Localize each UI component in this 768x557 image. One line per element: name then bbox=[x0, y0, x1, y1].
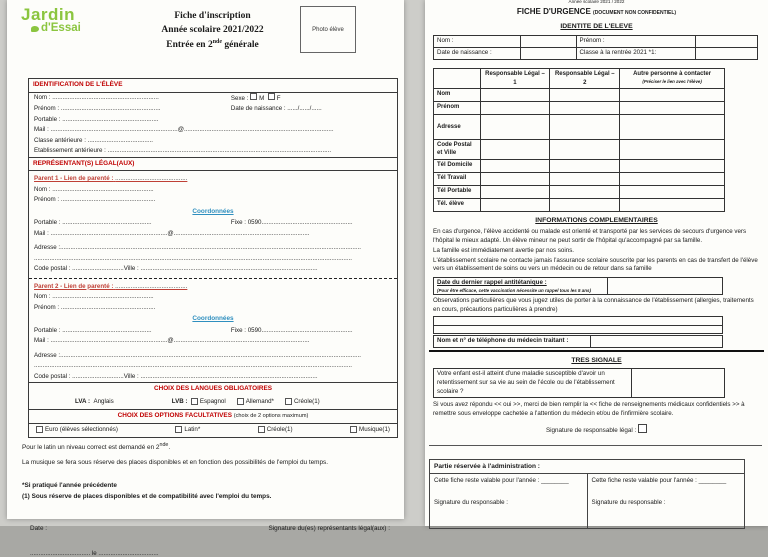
cell bbox=[620, 88, 725, 101]
cell bbox=[620, 198, 725, 211]
cell bbox=[550, 198, 620, 211]
header-responsable-2: Responsable Légal – 2 bbox=[550, 69, 620, 89]
table-row bbox=[434, 139, 725, 159]
parent1-codepostal-ville: Code postal : ..............................Ville : ....................................................................................................... bbox=[34, 265, 318, 272]
row-nom-sexe bbox=[29, 93, 397, 105]
table-row bbox=[434, 159, 725, 172]
date-label: Date : bbox=[30, 525, 48, 533]
parent2-prenom: Prénom : ....................................................... bbox=[34, 303, 156, 311]
rappel-value-cell bbox=[608, 278, 722, 294]
checkbox-latin bbox=[175, 426, 182, 433]
section-representants: REPRÉSENTANT(S) LÉGAL(AUX) bbox=[29, 157, 397, 172]
row-label-tel-eleve: Tél. élève bbox=[434, 198, 481, 211]
page-title bbox=[125, 6, 300, 52]
label-nom: Nom : bbox=[434, 36, 521, 48]
signature-responsable-label-1: Signature du responsable : bbox=[434, 499, 508, 507]
field-sexe: Sexe : M F bbox=[230, 94, 281, 102]
medecin-label: Nom et n° de téléphone du médecin traitant : bbox=[434, 336, 591, 347]
option-creole: Créole(1) bbox=[258, 425, 293, 436]
lva-label: LVA : bbox=[75, 397, 91, 405]
row-prenom-naissance bbox=[29, 104, 397, 115]
lvb-option-espagnol: Espagnol bbox=[191, 397, 226, 408]
admin-column-2 bbox=[587, 474, 745, 528]
contacts-table bbox=[433, 68, 725, 212]
medecin-traitant-box bbox=[433, 335, 723, 348]
cell bbox=[480, 114, 550, 139]
observations-text: Observations particulières que vous jugez utiles de porter à la connaissance de l'établissement (allergies, traitements en cours, précautions particulières à prendre) bbox=[433, 297, 754, 314]
section-tres-signale: TRES SIGNALE bbox=[571, 356, 622, 364]
lva-value: Anglais bbox=[93, 397, 114, 405]
rappel-antitetanique-box bbox=[433, 277, 723, 295]
rappel-label-cell: Date du dernier rappel antitétanique : (Pour être efficace, cette vaccination nécessite un rappel tous les 5 ans) bbox=[434, 278, 608, 294]
option-latin: Latin* bbox=[175, 425, 200, 436]
checkbox-sexe-m bbox=[250, 93, 257, 100]
note-pratique: *Si pratiqué l'année précédente bbox=[22, 481, 117, 489]
parent2-adresse: Adresse :............................................................................................................................................................................... bbox=[34, 351, 361, 359]
lvb-option-creole: Créole(1) bbox=[285, 397, 320, 408]
signature-responsable-label-2: Signature du responsable : bbox=[591, 499, 666, 507]
observations-line-2 bbox=[434, 325, 722, 334]
valid-year-label-1: Cette fiche reste valable pour l'année : ________ bbox=[434, 476, 569, 484]
row-label-adresse: Adresse bbox=[434, 114, 481, 139]
logo-line1: Jardin bbox=[21, 5, 76, 24]
fiche-urgence-page bbox=[425, 0, 768, 526]
field-prenom: Prénom : .......................................................... bbox=[34, 105, 161, 112]
label-prenom: Prénom : bbox=[576, 36, 696, 48]
cell bbox=[550, 185, 620, 198]
maladie-answer-cell bbox=[632, 369, 724, 397]
cell bbox=[550, 114, 620, 139]
table-row bbox=[434, 114, 725, 139]
checkbox-allemand bbox=[237, 398, 244, 405]
field-portable: Portable : ........................................................ bbox=[34, 115, 159, 123]
identity-row-1 bbox=[434, 36, 758, 48]
parent2-portable: Portable : .................................................... bbox=[34, 326, 152, 334]
section-langues-obligatoires: CHOIX DES LANGUES OBLIGATOIRES bbox=[29, 382, 397, 396]
cell bbox=[550, 159, 620, 172]
checkbox-creole-lvb bbox=[285, 398, 292, 405]
value-prenom bbox=[696, 36, 758, 48]
checkbox-creole-fac bbox=[258, 426, 265, 433]
identity-row-2 bbox=[434, 48, 758, 60]
field-nom: Nom : .............................................................. bbox=[34, 93, 159, 101]
section-divider bbox=[429, 350, 764, 352]
cell bbox=[550, 172, 620, 185]
inscription-notes bbox=[22, 442, 394, 501]
label-classe-rentree: Classe à la rentrée 2021 *1: bbox=[576, 48, 696, 60]
label-date-naissance: Date de naissance : bbox=[434, 48, 521, 60]
observations-line-1 bbox=[434, 317, 722, 325]
inscription-header bbox=[7, 0, 404, 64]
value-classe-rentree bbox=[696, 48, 758, 60]
inscription-form bbox=[28, 78, 398, 438]
row-label-tel-portable: Tél Portable bbox=[434, 185, 481, 198]
lvb-option-allemand: Allemand* bbox=[237, 397, 274, 408]
title-line1: Fiche d'inscription bbox=[174, 11, 251, 21]
checkbox-espagnol bbox=[191, 398, 198, 405]
parent2-title: Parent 2 - Lien de parenté : .......................................... bbox=[34, 282, 188, 290]
table-row bbox=[434, 198, 725, 211]
cell bbox=[620, 139, 725, 159]
cell bbox=[480, 88, 550, 101]
parent2-nom: Nom : ........................................................... bbox=[34, 293, 154, 300]
option-musique: Musique(1) bbox=[350, 425, 390, 436]
parent1-title: Parent 1 - Lien de parenté : .......................................... bbox=[34, 175, 188, 182]
horizontal-rule bbox=[429, 445, 762, 446]
fiche-inscription-page bbox=[7, 0, 404, 557]
identity-table bbox=[433, 35, 758, 60]
parent2-fixe: Fixe : 0590..................................................... bbox=[230, 326, 353, 334]
row-options-facultatives bbox=[29, 423, 397, 438]
cell bbox=[480, 198, 550, 211]
maladie-question: Votre enfant est-il atteint d'une maladie susceptible d'avoir un retentissement sur sa vie au sein de l'école ou de l'établissement scolaire ? bbox=[434, 369, 632, 397]
parent1-mail: Mail : ....................................................................@............................................................................... bbox=[34, 229, 310, 237]
cell bbox=[480, 185, 550, 198]
field-date-naissance: Date de naissance : ....../....../...... bbox=[230, 105, 322, 112]
section-informations-complementaires: INFORMATIONS COMPLEMENTAIRES bbox=[535, 216, 658, 224]
checkbox-euro bbox=[36, 426, 43, 433]
photo-placeholder: Photo élève bbox=[300, 6, 356, 53]
cell bbox=[550, 88, 620, 101]
administration-header: Partie réservée à l'administration : bbox=[430, 460, 744, 474]
row-label-nom: Nom bbox=[434, 88, 481, 101]
maladie-question-box bbox=[433, 368, 725, 398]
parent1-fixe: Fixe : 0590..................................................... bbox=[230, 219, 353, 226]
row-label-tel-domicile: Tél Domicile bbox=[434, 159, 481, 172]
title-line2: Année scolaire 2021/2022 bbox=[161, 24, 264, 35]
cell bbox=[480, 139, 550, 159]
checkbox-musique bbox=[350, 426, 357, 433]
parent2-coordonnees-heading: Coordonnées bbox=[192, 315, 234, 322]
date-signature-row bbox=[30, 525, 390, 532]
table-row bbox=[434, 101, 725, 114]
urgence-paragraph-2: La famille est immédiatement avertie par nos soins. bbox=[433, 246, 575, 254]
parent1-portable: Portable : .................................................... bbox=[34, 219, 152, 226]
checkbox-signature bbox=[638, 424, 647, 433]
jardin-essai-logo bbox=[21, 6, 125, 35]
row-label-cp-ville: Code Postal et Ville bbox=[434, 139, 481, 159]
administration-box bbox=[429, 459, 745, 529]
contacts-header-row bbox=[434, 69, 725, 89]
cell bbox=[480, 101, 550, 114]
annee-scolaire-note: Année scolaire 2021 / 2022 bbox=[568, 0, 625, 4]
checkbox-sexe-f bbox=[268, 93, 275, 100]
cell bbox=[550, 139, 620, 159]
cell bbox=[480, 172, 550, 185]
parent1-coordonnees-heading: Coordonnées bbox=[192, 207, 234, 215]
parent2-mail: Mail : ....................................................................@............................................................................... bbox=[34, 337, 310, 344]
signature-label: Signature du(es) représentants légal(aux) : bbox=[268, 525, 390, 533]
header-responsable-1: Responsable Légal – 1 bbox=[480, 69, 550, 89]
note-musique: La musique se fera sous réserve des places disponibles et en fonction des possibilités de l'emploi du temps. bbox=[22, 459, 329, 467]
field-mail: Mail : ..........................................................................@....................................................................................... bbox=[34, 126, 334, 133]
fait-le-line: ................................... le ................................... bbox=[30, 550, 159, 557]
logo-line2: d'Essai bbox=[31, 23, 125, 35]
parent1-adresse-suite: ......................................................................................................................................................................................... bbox=[34, 254, 353, 262]
parent2-row-tel bbox=[29, 326, 397, 337]
option-euro: Euro (élèves sélectionnés) bbox=[36, 425, 118, 436]
medecin-value-cell bbox=[591, 336, 722, 347]
cell bbox=[620, 185, 725, 198]
cell bbox=[620, 114, 725, 139]
table-row bbox=[434, 185, 725, 198]
row-langues bbox=[29, 396, 397, 410]
field-classe-anterieure: Classe antérieure : ...................................... bbox=[34, 136, 153, 144]
cell bbox=[620, 101, 725, 114]
cell bbox=[620, 159, 725, 172]
field-etablissement-anterieur: Etablissement antérieure : .................................................................................................................................. bbox=[34, 147, 332, 154]
section-identification: IDENTIFICATION DE L'ÉLÈVE bbox=[29, 79, 397, 93]
value-date-naissance bbox=[521, 48, 576, 60]
cell bbox=[480, 159, 550, 172]
parent2-codepostal-ville: Code postal : ..............................Ville : ....................................................................................................... bbox=[34, 372, 318, 380]
lvb-label: LVB : bbox=[171, 397, 188, 405]
parent1-adresse: Adresse :............................................................................................................................................................................... bbox=[34, 244, 361, 251]
title-line3: Entrée en 2nde générale bbox=[166, 38, 259, 50]
admin-column-1 bbox=[430, 474, 587, 528]
parent2-adresse-suite: ......................................................................................................................................................................................... bbox=[34, 362, 353, 369]
urgence-paragraph-1: En cas d'urgence, l'élève accidenté ou malade est orienté et transporté par les services de secours d'urgence vers l'hôpital le mieux adapté. Un élève mineur ne peut sortir de l'hôpital qu'accompagné par sa famille. bbox=[433, 228, 747, 244]
cell bbox=[620, 172, 725, 185]
parent1-row-tel bbox=[29, 218, 397, 229]
cell bbox=[550, 101, 620, 114]
section-identite-eleve: IDENTITE DE L'ELEVE bbox=[560, 22, 633, 30]
note-latin: Pour le latin un niveau correct est demandé en 2nde. bbox=[22, 442, 171, 452]
value-nom bbox=[521, 36, 576, 48]
administration-columns bbox=[430, 474, 744, 528]
row-label-tel-travail: Tél Travail bbox=[434, 172, 481, 185]
valid-year-label-2: Cette fiche reste valable pour l'année : ________ bbox=[591, 476, 727, 484]
parent1-prenom: Prénom : ....................................................... bbox=[34, 196, 156, 203]
note-reserve: (1) Sous réserve de places disponibles et de compatibilité avec l'emploi du temps. bbox=[22, 492, 272, 500]
parent1-nom: Nom : ........................................................... bbox=[34, 185, 154, 193]
observations-box bbox=[433, 316, 723, 334]
urgence-title: FICHE D'URGENCE (DOCUMENT NON CONFIDENTIEL) bbox=[516, 7, 677, 17]
table-row bbox=[434, 172, 725, 185]
header-autre-personne: Autre personne à contacter (Préciser le lien avec l'élève) bbox=[620, 69, 725, 89]
leaf-icon bbox=[31, 26, 39, 32]
corner-cell bbox=[434, 69, 481, 89]
signature-responsable-row: Signature de responsable légal : bbox=[425, 424, 768, 436]
urgence-paragraph-3: L'établissement scolaire ne contacte jamais l'assurance scolaire souscrite par les parents en cas de transfert de l'élève vers un établissement de soins ou vers un médecin ou de retour dans sa famille bbox=[433, 256, 758, 273]
section-options-facultatives: CHOIX DES OPTIONS FACULTATIVES (choix de 2 options maximum) bbox=[29, 409, 397, 423]
row-label-prenom: Prénom bbox=[434, 101, 481, 114]
table-row bbox=[434, 88, 725, 101]
advice-text: Si vous avez répondu << oui >>, merci de bien remplir la << fiche de renseignements médicaux confidentiels >> à remettre sous enveloppe cachetée a l'attention du médecin et/ou de l'infirmière scolaire. bbox=[433, 401, 745, 418]
